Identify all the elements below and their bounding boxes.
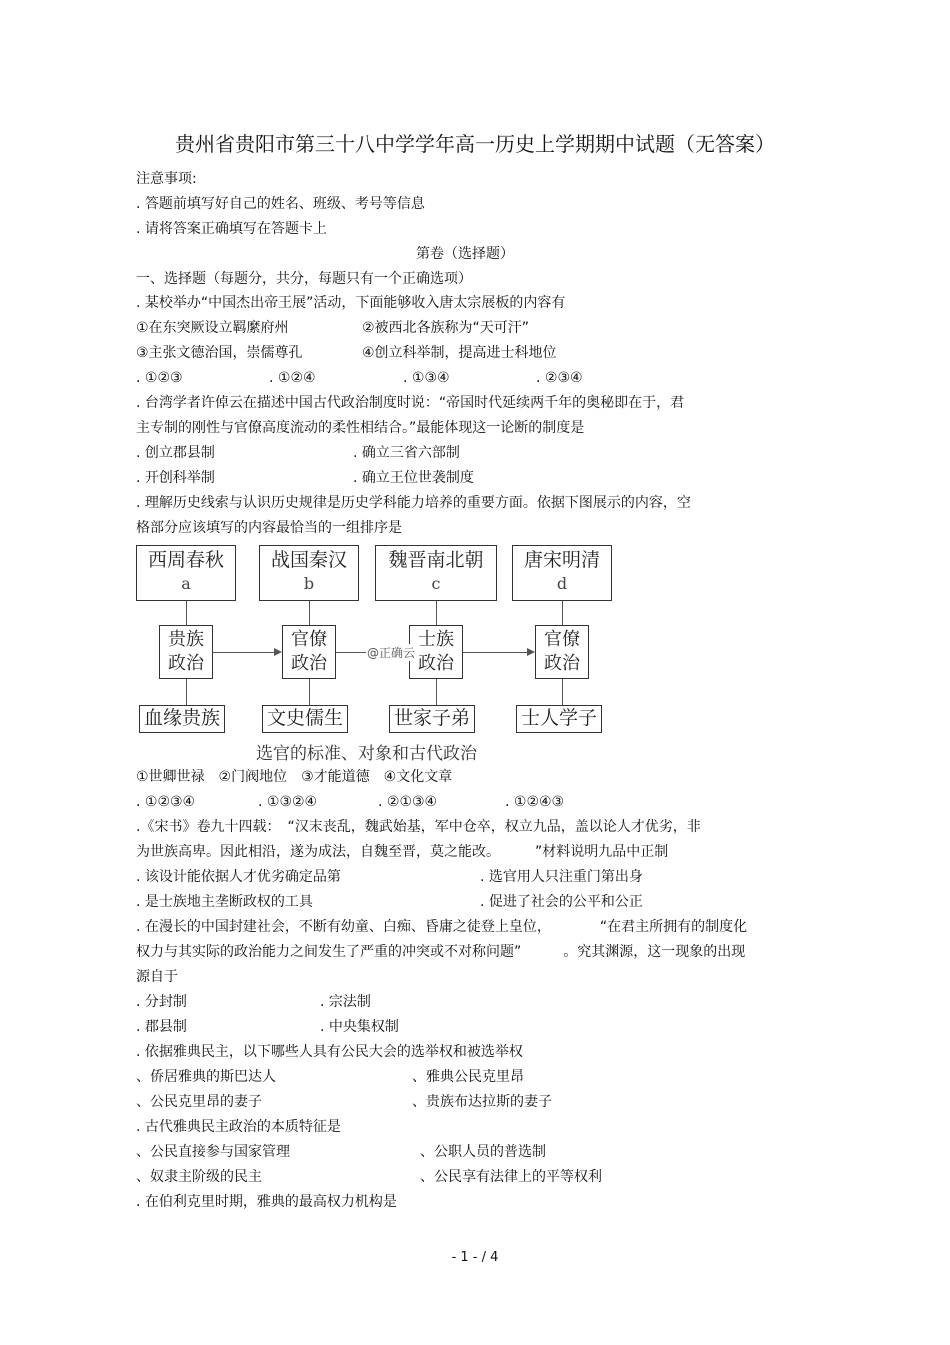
politics-line: 士族 xyxy=(418,629,454,650)
question-stem: . 依据雅典民主，以下哪些人具有公民大会的选举权和被选举权 xyxy=(136,1044,523,1060)
page-number: - 1 - / 4 xyxy=(451,1250,499,1265)
connector-line xyxy=(309,679,310,705)
era-box xyxy=(375,545,497,601)
politics-box xyxy=(159,625,213,679)
question-stem: 权力与其实际的政治能力之间发生了严重的冲突或不对称问题” 。究其渊源，这一现象的出现 xyxy=(136,944,746,960)
standard-box: 士人学子 xyxy=(516,705,602,733)
question-stem: . 台湾学者许倬云在描述中国古代政治制度时说：“帝国时代延续两千年的奥秘即在于，君 xyxy=(136,395,685,411)
items-list: ①世卿世禄 ②门阀地位 ③才能道德 ④文化文章 xyxy=(136,769,453,785)
era-name: 唐宋明清 xyxy=(523,549,600,571)
arrow-line xyxy=(213,652,274,653)
connector-line xyxy=(436,601,437,625)
option: . 是士族地主垄断政权的工具 xyxy=(136,894,313,910)
option: . ①②④ xyxy=(269,370,316,386)
watermark: @正确云 xyxy=(367,646,416,660)
option: . 促进了社会的公平和公正 xyxy=(480,894,643,910)
era-name: 西周春秋 xyxy=(147,549,224,571)
connector-line xyxy=(436,679,437,705)
question-stem: . 理解历史线索与认识历史规律是历史学科能力培养的重要方面。依据下图展示的内容，空 xyxy=(136,495,691,511)
era-box xyxy=(259,545,359,601)
option: . 开创科举制 xyxy=(136,470,215,486)
notice-item: . 答题前填写好自己的姓名、班级、考号等信息 xyxy=(136,196,425,212)
option: . 中央集权制 xyxy=(320,1019,399,1035)
option: 、公民直接参与国家管理 xyxy=(136,1144,290,1160)
era-letter: b xyxy=(303,574,315,593)
option: . 创立郡县制 xyxy=(136,445,215,461)
politics-line: 贵族 xyxy=(168,629,204,650)
politics-line: 政治 xyxy=(418,653,454,674)
option: . ①②④③ xyxy=(505,794,565,810)
option: . 该设计能依据人才优劣确定品第 xyxy=(136,869,341,885)
era-box xyxy=(136,545,236,601)
era-box xyxy=(512,545,612,601)
question-stem: 格部分应该填写的内容最恰当的一组排序是 xyxy=(136,520,402,536)
option: 、公民享有法律上的平等权利 xyxy=(420,1169,602,1185)
option: 、公职人员的普选制 xyxy=(420,1144,546,1160)
politics-box xyxy=(409,625,463,679)
option: 、奴隶主阶级的民主 xyxy=(136,1169,262,1185)
era-letter: a xyxy=(181,574,191,593)
option: . ②③④ xyxy=(536,370,583,386)
notice-item: . 请将答案正确填写在答题卡上 xyxy=(136,221,327,237)
standard-box: 文史儒生 xyxy=(262,705,348,733)
statement: ①在东突厥设立羁縻府州 xyxy=(136,320,289,336)
era-letter: d xyxy=(556,574,568,593)
politics-line: 政治 xyxy=(291,653,327,674)
era-name: 魏晋南北朝 xyxy=(388,549,484,571)
option: . ①③②④ xyxy=(258,794,318,810)
question-stem: . 在漫长的中国封建社会，不断有幼童、白痴、昏庸之徒登上皇位， “在君主所拥有的制度化 xyxy=(136,919,748,935)
question-stem: . 在伯利克里时期，雅典的最高权力机构是 xyxy=(136,1194,397,1210)
statement: ④创立科举制，提高进士科地位 xyxy=(362,345,557,361)
politics-line: 政治 xyxy=(544,653,580,674)
standard-box: 血缘贵族 xyxy=(139,705,225,733)
option: . 分封制 xyxy=(136,994,187,1010)
arrow-head xyxy=(527,648,535,656)
connector-line xyxy=(309,601,310,625)
connector-line xyxy=(562,601,563,625)
politics-box xyxy=(282,625,336,679)
notice-heading: 注意事项: xyxy=(136,171,197,187)
option: 、公民克里昂的妻子 xyxy=(136,1094,262,1110)
question-stem: 主专制的刚性与官僚高度流动的柔性相结合。”最能体现这一论断的制度是 xyxy=(136,420,585,436)
question-stem: 为世族高卑。因此相沿，遂为成法，自魏至晋，莫之能改。 ”材料说明九品中正制 xyxy=(136,844,669,860)
option: 、侨居雅典的斯巴达人 xyxy=(136,1069,276,1085)
option: . ①③④ xyxy=(403,370,450,386)
politics-box xyxy=(535,625,589,679)
part-heading: 一、选择题（每题分，共分，每题只有一个正确选项） xyxy=(136,271,472,287)
section-title: 第卷（选择题） xyxy=(416,246,514,262)
arrow-head xyxy=(274,648,282,656)
question-stem: .《宋书》卷九十四载： “汉末丧乱，魏武始基，军中仓卒，权立九品，盖以论人才优劣，非 xyxy=(136,819,701,835)
connector-line xyxy=(186,679,187,705)
connector-line xyxy=(562,679,563,705)
statement: ③主张文德治国，崇儒尊孔 xyxy=(136,345,303,361)
option: . ②①③④ xyxy=(378,794,438,810)
question-stem: . 古代雅典民主政治的本质特征是 xyxy=(136,1119,341,1135)
option: . 确立王位世袭制度 xyxy=(353,470,474,486)
option: . ①②③ xyxy=(136,370,183,386)
connector-line xyxy=(186,601,187,625)
selection-diagram xyxy=(136,545,616,763)
politics-line: 政治 xyxy=(168,653,204,674)
option: . ①②③④ xyxy=(136,794,196,810)
option: 、雅典公民克里昂 xyxy=(412,1069,524,1085)
option: . 选官用人只注重门第出身 xyxy=(480,869,643,885)
era-name: 战国秦汉 xyxy=(270,549,347,571)
politics-line: 官僚 xyxy=(544,629,580,650)
diagram-caption: 选官的标准、对象和古代政治 xyxy=(256,744,477,764)
question-stem: . 某校举办“中国杰出帝王展”活动，下面能够收入唐太宗展板的内容有 xyxy=(136,295,566,311)
option: . 郡县制 xyxy=(136,1019,187,1035)
statement: ②被西北各族称为“天可汗” xyxy=(362,320,530,336)
era-letter: c xyxy=(431,574,441,593)
politics-line: 官僚 xyxy=(291,629,327,650)
arrow-line xyxy=(463,652,527,653)
page-title: 贵州省贵阳市第三十八中学学年高一历史上学期期中试题（无答案） xyxy=(175,132,775,156)
option: . 确立三省六部制 xyxy=(353,445,460,461)
standard-box: 世家子弟 xyxy=(389,705,475,733)
option: 、贵族布达拉斯的妻子 xyxy=(412,1094,552,1110)
option: . 宗法制 xyxy=(320,994,371,1010)
question-stem: 源自于 xyxy=(136,969,178,985)
